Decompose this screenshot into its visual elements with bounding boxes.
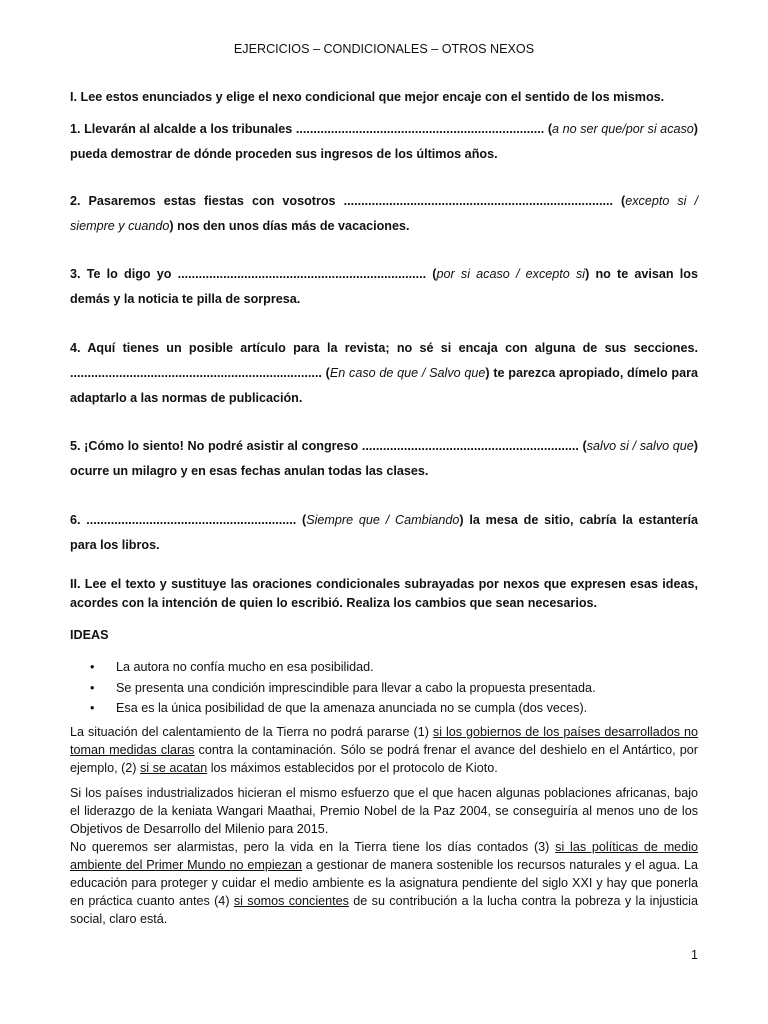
- exercise-item-1: [70, 117, 698, 167]
- exercise-item-6: [70, 508, 698, 558]
- underlined-condition-1: si los gobiernos de los países desarrollados no toman medidas claras: [70, 725, 698, 757]
- page-title: EJERCICIOS – CONDICIONALES – OTROS NEXOS: [233, 42, 535, 56]
- p1-text-c: los máximos establecidos por el protocolo de Kioto.: [207, 761, 498, 775]
- item-6-post: ) la mesa de sitio, cabría la estantería para los libros.: [70, 513, 699, 552]
- text-paragraph-1: [70, 723, 698, 777]
- item-2-options: excepto si / siempre y cuando: [70, 194, 698, 233]
- idea-item: • Se presenta una condición imprescindible para llevar a cabo la propuesta presentada.: [70, 678, 698, 699]
- item-3-post: ) no te avisan los demás y la noticia te pilla de sorpresa.: [70, 267, 699, 306]
- idea-item: • Esa es la única posibilidad de que la amenaza anunciada no se cumpla (dos veces).: [70, 698, 698, 719]
- ideas-list: [70, 657, 698, 719]
- idea-item: • La autora no confía mucho en esa posibilidad.: [70, 657, 698, 678]
- exercise-item-2: [70, 189, 698, 239]
- item-3-pre: 3. Te lo digo yo ....................................................................... (: [70, 267, 437, 281]
- text-paragraph-2: Si los países industrializados hicieran el mismo esfuerzo que el que hacen algunas poblaciones africanas, bajo el liderazgo de la keniata Wangari Maathai, Premio Nobel de la Paz 2004, se conseguiría al menos uno de los Objetivos de Desarrollo del Milenio para 2015.: [70, 786, 698, 836]
- item-4-pre: 4. Aquí tienes un posible artículo para la revista; no sé si encaja con alguna de sus secciones. ........................................................................ (: [70, 341, 698, 380]
- item-5-options: salvo si / salvo que: [586, 439, 694, 453]
- exercise-item-4: [70, 336, 698, 411]
- ideas-label: IDEAS: [70, 628, 109, 642]
- underlined-condition-3: si las políticas de medio ambiente del Primer Mundo no empiezan: [70, 840, 698, 872]
- item-1-post: ) pueda demostrar de dónde proceden sus ingresos de los últimos años.: [70, 122, 698, 161]
- p1-text-b: contra la contaminación. Sólo se podrá frenar el avance del deshielo en el Antártico, por ejemplo, (2): [70, 743, 698, 775]
- text-paragraph-3: [70, 838, 698, 928]
- item-5-pre: 5. ¡Cómo lo siento! No podré asistir al congreso .............................................................. (: [70, 439, 587, 453]
- p3-text-b: a gestionar de manera sostenible los recursos naturales y el agua. La educación para proteger y cuidar el medio ambiente es la asignatura pendiente del siglo XXI y hay que ponerla en práctica cuanto antes (4): [70, 858, 698, 908]
- item-3-options: por si acaso / excepto si: [436, 267, 586, 281]
- page-number: 1: [690, 948, 698, 962]
- exercise-item-5: [70, 434, 698, 484]
- item-4-options: En caso de que / Salvo que: [329, 366, 486, 380]
- item-2-pre: 2. Pasaremos estas fiestas con vosotros ............................................................................. (: [70, 194, 626, 208]
- item-6-pre: 6. ............................................................ (: [70, 513, 307, 527]
- section2-heading: II. Lee el texto y sustituye las oraciones condicionales subrayadas por nexos que expresen esas ideas, acordes con la intención de quien lo escribió. Realiza los cambios que sean necesarios.: [70, 577, 698, 610]
- item-5-post: ) ocurre un milagro y en esas fechas anulan todas las clases.: [70, 439, 698, 478]
- exercise-item-3: [70, 262, 698, 312]
- item-6-options: Siempre que / Cambiando: [306, 513, 460, 527]
- item-2-post: ) nos den unos días más de vacaciones.: [169, 219, 410, 233]
- p3-text-c: de su contribución a la lucha contra la pobreza y la injusticia social, claro está.: [70, 894, 698, 926]
- p1-text-a: La situación del calentamiento de la Tierra no podrá pararse (1): [70, 725, 433, 739]
- underlined-condition-4: si somos concientes: [233, 894, 349, 908]
- item-4-post: ) te parezca apropiado, dímelo para adaptarlo a las normas de publicación.: [70, 366, 698, 405]
- item-1-options: a no ser que/por si acaso: [552, 122, 694, 136]
- section1-heading: I. Lee estos enunciados y elige el nexo condicional que mejor encaje con el sentido de los mismos.: [70, 90, 665, 104]
- underlined-condition-2: si se acatan: [140, 761, 208, 775]
- item-1-pre: 1. Llevarán al alcalde a los tribunales ....................................................................... (: [70, 122, 553, 136]
- p3-text-a: No queremos ser alarmistas, pero la vida en la Tierra tiene los días contados (3): [70, 840, 556, 854]
